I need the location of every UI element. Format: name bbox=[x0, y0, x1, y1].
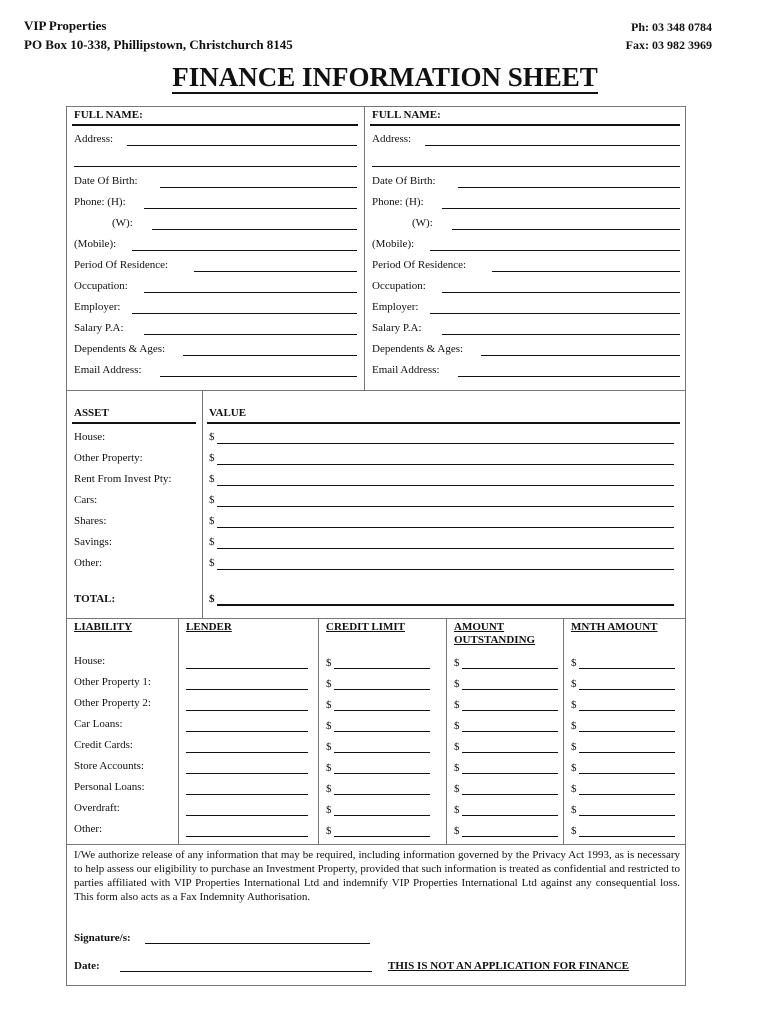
liability-currency: $ bbox=[454, 720, 460, 732]
amount-outstanding-field[interactable] bbox=[462, 668, 558, 669]
liability-row-label: Other Property 1: bbox=[74, 676, 151, 688]
applicant-field-line[interactable] bbox=[452, 229, 680, 230]
applicant-field-label: Date Of Birth: bbox=[372, 175, 436, 187]
applicant-field-label: Period Of Residence: bbox=[372, 259, 467, 271]
applicant-field-label: Employer: bbox=[372, 301, 419, 313]
date-field[interactable] bbox=[120, 971, 372, 972]
applicant-field-label: Address: bbox=[372, 133, 412, 145]
applicant-field-line[interactable] bbox=[144, 292, 357, 293]
liability-currency: $ bbox=[571, 720, 577, 732]
liability-row-label: Credit Cards: bbox=[74, 739, 133, 751]
asset-value-field[interactable] bbox=[217, 569, 674, 570]
authorization-text: I/We authorize release of any information that may be required, including information governed by the Privacy Act 1993, as is necessary to help assess our eligibility to purchase an Investment Property, provided that such information is treated as confidential and restricted to parties affiliated with VIP Properties International Ltd and indemnify VIP Properties International Ltd against any consequential loss. This form also acts as a Fax Indemnity Authorisation. bbox=[74, 849, 680, 903]
divider bbox=[178, 618, 179, 844]
credit-limit-field[interactable] bbox=[334, 752, 430, 753]
amount-outstanding-field[interactable] bbox=[462, 710, 558, 711]
company-fax: Fax: 03 982 3969 bbox=[625, 38, 712, 52]
value-header: VALUE bbox=[209, 407, 247, 419]
lender-field[interactable] bbox=[186, 794, 308, 795]
total-label: TOTAL: bbox=[74, 593, 116, 605]
liability-currency: $ bbox=[571, 678, 577, 690]
amount-outstanding-field[interactable] bbox=[462, 773, 558, 774]
total-value-field[interactable] bbox=[217, 604, 674, 606]
value-header-rule bbox=[207, 422, 680, 424]
applicant-field-label: Address: bbox=[74, 133, 114, 145]
liability-currency: $ bbox=[571, 804, 577, 816]
liability-currency: $ bbox=[326, 720, 332, 732]
applicant-field-label: (W): bbox=[412, 217, 433, 229]
asset-row-label: House: bbox=[74, 431, 106, 443]
liability-row-label: Store Accounts: bbox=[74, 760, 144, 772]
applicant-field-line[interactable] bbox=[430, 313, 680, 314]
applicant-field-label: Phone: (H): bbox=[372, 196, 424, 208]
applicant-field-line[interactable] bbox=[132, 313, 357, 314]
liability-currency: $ bbox=[454, 741, 460, 753]
divider bbox=[318, 618, 319, 844]
liability-row-label: Personal Loans: bbox=[74, 781, 145, 793]
amount-outstanding-field[interactable] bbox=[462, 815, 558, 816]
divider bbox=[66, 618, 686, 619]
lender-field[interactable] bbox=[186, 710, 308, 711]
address-line-2[interactable] bbox=[372, 166, 680, 167]
asset-currency: $ bbox=[209, 431, 215, 443]
divider bbox=[66, 390, 686, 391]
applicant-field-label: Occupation: bbox=[372, 280, 426, 292]
applicant-field-line[interactable] bbox=[160, 187, 357, 188]
applicant-field-label: Period Of Residence: bbox=[74, 259, 169, 271]
liability-currency: $ bbox=[571, 699, 577, 711]
liability-row-label: Car Loans: bbox=[74, 718, 123, 730]
credit-limit-field[interactable] bbox=[334, 815, 430, 816]
asset-row-label: Other Property: bbox=[74, 452, 143, 464]
outstanding-header: OUTSTANDING bbox=[454, 634, 536, 646]
page-title: FINANCE INFORMATION SHEET bbox=[172, 62, 598, 92]
divider bbox=[202, 390, 203, 618]
monthly-amount-field[interactable] bbox=[579, 668, 675, 669]
applicant-field-line[interactable] bbox=[458, 187, 680, 188]
monthly-amount-field[interactable] bbox=[579, 710, 675, 711]
applicant-field-label: Salary P.A: bbox=[372, 322, 422, 334]
monthly-amount-field[interactable] bbox=[579, 815, 675, 816]
applicant-field-line[interactable] bbox=[132, 250, 357, 251]
monthly-amount-field[interactable] bbox=[579, 836, 675, 837]
credit-limit-header: CREDIT LIMIT bbox=[326, 621, 405, 633]
credit-limit-field[interactable] bbox=[334, 773, 430, 774]
liability-row-label: Other Property 2: bbox=[74, 697, 151, 709]
full-name-field-1[interactable] bbox=[72, 124, 358, 126]
liability-currency: $ bbox=[571, 741, 577, 753]
divider bbox=[563, 618, 564, 844]
applicant-field-line[interactable] bbox=[127, 145, 357, 146]
applicant-field-label: Date Of Birth: bbox=[74, 175, 138, 187]
credit-limit-field[interactable] bbox=[334, 668, 430, 669]
asset-currency: $ bbox=[209, 557, 215, 569]
amount-outstanding-field[interactable] bbox=[462, 689, 558, 690]
liability-currency: $ bbox=[326, 762, 332, 774]
applicant-field-line[interactable] bbox=[152, 229, 357, 230]
liability-row-label: Overdraft: bbox=[74, 802, 120, 814]
applicant-field-line[interactable] bbox=[442, 334, 680, 335]
applicant-field-label: (Mobile): bbox=[74, 238, 117, 250]
applicant-field-line[interactable] bbox=[160, 376, 357, 377]
liability-currency: $ bbox=[454, 762, 460, 774]
credit-limit-field[interactable] bbox=[334, 710, 430, 711]
applicant-field-label: Phone: (H): bbox=[74, 196, 126, 208]
asset-value-field[interactable] bbox=[217, 485, 674, 486]
asset-value-field[interactable] bbox=[217, 506, 674, 507]
applicant-field-label: Email Address: bbox=[74, 364, 142, 376]
credit-limit-field[interactable] bbox=[334, 794, 430, 795]
liability-currency: $ bbox=[454, 804, 460, 816]
asset-value-field[interactable] bbox=[217, 527, 674, 528]
credit-limit-field[interactable] bbox=[334, 689, 430, 690]
liability-currency: $ bbox=[326, 783, 332, 795]
lender-field[interactable] bbox=[186, 731, 308, 732]
amount-outstanding-field[interactable] bbox=[462, 836, 558, 837]
asset-row-label: Shares: bbox=[74, 515, 107, 527]
monthly-amount-field[interactable] bbox=[579, 689, 675, 690]
asset-row-label: Savings: bbox=[74, 536, 112, 548]
applicant-field-line[interactable] bbox=[144, 334, 357, 335]
lender-field[interactable] bbox=[186, 752, 308, 753]
date-label: Date: bbox=[74, 960, 100, 972]
full-name-field-2[interactable] bbox=[370, 124, 680, 126]
applicant-field-line[interactable] bbox=[492, 271, 680, 272]
lender-field[interactable] bbox=[186, 773, 308, 774]
liability-currency: $ bbox=[326, 678, 332, 690]
asset-row-label: Other: bbox=[74, 557, 103, 569]
liability-currency: $ bbox=[454, 825, 460, 837]
asset-value-field[interactable] bbox=[217, 443, 674, 444]
monthly-amount-field[interactable] bbox=[579, 731, 675, 732]
month-amount-header: MNTH AMOUNT bbox=[571, 621, 658, 633]
liability-header: LIABILITY bbox=[74, 621, 133, 633]
asset-currency: $ bbox=[209, 536, 215, 548]
applicant-field-line[interactable] bbox=[442, 292, 680, 293]
lender-header: LENDER bbox=[186, 621, 232, 633]
credit-limit-field[interactable] bbox=[334, 836, 430, 837]
applicant-field-line[interactable] bbox=[144, 208, 357, 209]
applicant-field-line[interactable] bbox=[183, 355, 357, 356]
divider bbox=[364, 106, 365, 390]
amount-outstanding-field[interactable] bbox=[462, 794, 558, 795]
applicant-field-line[interactable] bbox=[442, 208, 680, 209]
monthly-amount-field[interactable] bbox=[579, 752, 675, 753]
asset-currency: $ bbox=[209, 473, 215, 485]
company-name: VIP Properties bbox=[24, 18, 107, 33]
liability-currency: $ bbox=[571, 783, 577, 795]
applicant-field-label: Dependents & Ages: bbox=[372, 343, 464, 355]
liability-currency: $ bbox=[571, 762, 577, 774]
liability-currency: $ bbox=[454, 699, 460, 711]
applicant-field-label: Email Address: bbox=[372, 364, 440, 376]
asset-currency: $ bbox=[209, 515, 215, 527]
amount-outstanding-field[interactable] bbox=[462, 752, 558, 753]
asset-value-field[interactable] bbox=[217, 464, 674, 465]
applicant-field-line[interactable] bbox=[458, 376, 680, 377]
liability-row-label: House: bbox=[74, 655, 106, 667]
total-currency: $ bbox=[209, 593, 215, 605]
applicant-field-label: Salary P.A: bbox=[74, 322, 124, 334]
liability-currency: $ bbox=[454, 657, 460, 669]
liability-currency: $ bbox=[326, 825, 332, 837]
asset-header-rule bbox=[72, 422, 196, 424]
liability-currency: $ bbox=[571, 657, 577, 669]
asset-currency: $ bbox=[209, 494, 215, 506]
credit-limit-field[interactable] bbox=[334, 731, 430, 732]
company-address: PO Box 10-338, Phillipstown, Christchurch 8145 bbox=[24, 37, 293, 52]
lender-field[interactable] bbox=[186, 815, 308, 816]
liability-currency: $ bbox=[454, 678, 460, 690]
asset-currency: $ bbox=[209, 452, 215, 464]
amount-outstanding-field[interactable] bbox=[462, 731, 558, 732]
applicant-field-label: Occupation: bbox=[74, 280, 128, 292]
applicant-field-label: Employer: bbox=[74, 301, 121, 313]
signature-label: Signature/s: bbox=[74, 932, 131, 944]
lender-field[interactable] bbox=[186, 668, 308, 669]
applicant-field-label: Dependents & Ages: bbox=[74, 343, 166, 355]
asset-header: ASSET bbox=[74, 407, 109, 419]
asset-value-field[interactable] bbox=[217, 548, 674, 549]
liability-currency: $ bbox=[571, 825, 577, 837]
applicant-field-label: (W): bbox=[112, 217, 133, 229]
divider bbox=[66, 844, 686, 845]
address-line-2[interactable] bbox=[74, 166, 357, 167]
applicant-field-line[interactable] bbox=[194, 271, 357, 272]
monthly-amount-field[interactable] bbox=[579, 794, 675, 795]
signature-field[interactable] bbox=[145, 943, 370, 944]
asset-row-label: Cars: bbox=[74, 494, 98, 506]
liability-currency: $ bbox=[326, 804, 332, 816]
applicant-field-line[interactable] bbox=[430, 250, 680, 251]
full-name-label-2: FULL NAME: bbox=[372, 109, 441, 121]
divider bbox=[446, 618, 447, 844]
lender-field[interactable] bbox=[186, 836, 308, 837]
full-name-label-1: FULL NAME: bbox=[74, 109, 143, 121]
company-phone: Ph: 03 348 0784 bbox=[631, 20, 712, 34]
finance-notice: THIS IS NOT AN APPLICATION FOR FINANCE bbox=[388, 960, 630, 972]
liability-row-label: Other: bbox=[74, 823, 103, 835]
monthly-amount-field[interactable] bbox=[579, 773, 675, 774]
liability-currency: $ bbox=[326, 741, 332, 753]
liability-currency: $ bbox=[454, 783, 460, 795]
asset-row-label: Rent From Invest Pty: bbox=[74, 473, 172, 485]
liability-currency: $ bbox=[326, 657, 332, 669]
applicant-field-line[interactable] bbox=[425, 145, 680, 146]
amount-header: AMOUNT bbox=[454, 621, 505, 633]
lender-field[interactable] bbox=[186, 689, 308, 690]
applicant-field-label: (Mobile): bbox=[372, 238, 415, 250]
liability-currency: $ bbox=[326, 699, 332, 711]
applicant-field-line[interactable] bbox=[481, 355, 680, 356]
